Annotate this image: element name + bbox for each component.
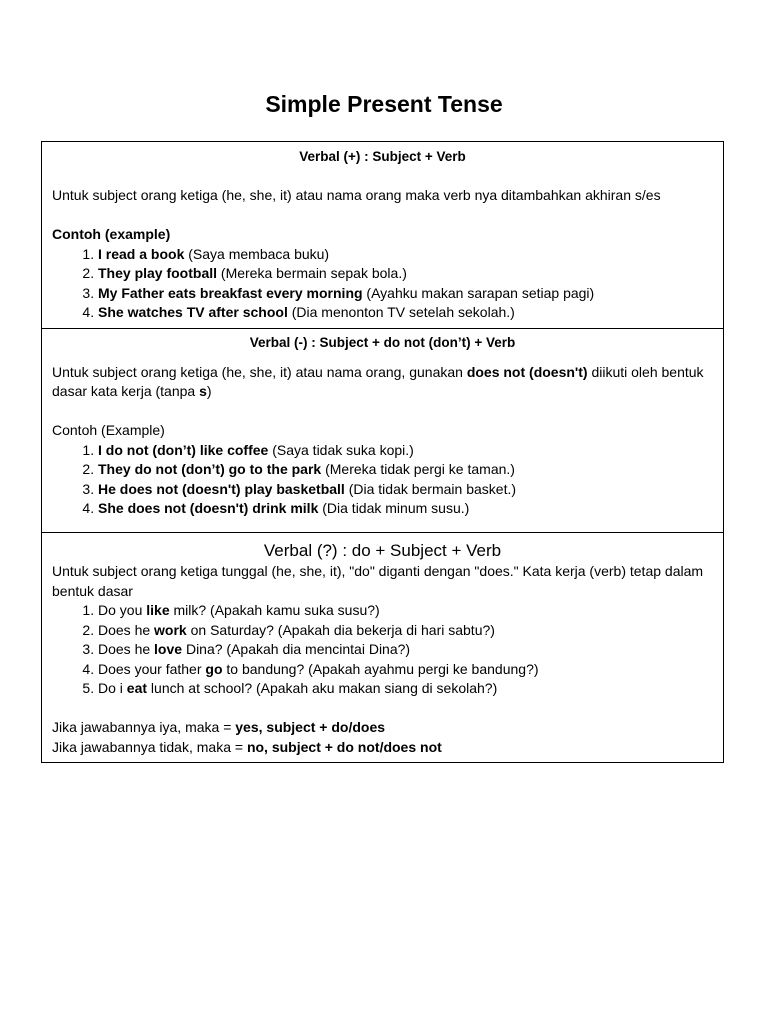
list-item: 2. They do not (don’t) go to the park (Mereka tidak pergi ke taman.) [98,460,713,480]
question-examples-list [52,601,713,699]
positive-examples-list [52,245,713,323]
list-item: 3. Does he love Dina? (Apakah dia mencintai Dina?) [98,640,713,660]
positive-heading: Verbal (+) : Subject + Verb [299,149,466,164]
list-item: 2. They play football (Mereka bermain sepak bola.) [98,264,713,284]
yes-answer-rule: Jika jawabannya iya, maka = yes, subject + do/does [52,719,386,735]
no-answer-rule: Jika jawabannya tidak, maka = no, subject + do not/does not [52,738,442,755]
positive-section [42,142,723,329]
list-item: 1. I read a book (Saya membaca buku) [98,245,713,265]
question-description: Untuk subject orang ketiga tunggal (he, she, it), "do" diganti dengan "does." Kata kerja (verb) tetap dalam bentuk dasar [52,563,704,599]
negative-section [42,329,723,533]
list-item: 4. She watches TV after school (Dia menonton TV setelah sekolah.) [98,303,713,323]
page-title: Simple Present Tense [265,91,503,117]
list-item: 4. She does not (doesn't) drink milk (Dia tidak minum susu.) [98,499,713,519]
list-item: 2. Does he work on Saturday? (Apakah dia bekerja di hari sabtu?) [98,621,713,641]
list-item: 5. Do i eat lunch at school? (Apakah aku makan siang di sekolah?) [98,679,713,699]
list-item: 1. I do not (don’t) like coffee (Saya tidak suka kopi.) [98,441,713,461]
negative-examples-list [52,441,713,519]
question-section [42,533,723,762]
list-item: 4. Does your father go to bandung? (Apakah ayahmu pergi ke bandung?) [98,660,713,680]
list-item: 3. He does not (doesn't) play basketball (Dia tidak bermain basket.) [98,480,713,500]
negative-heading: Verbal (-) : Subject + do not (don’t) + Verb [249,335,516,350]
list-item: 1. Do you like milk? (Apakah kamu suka susu?) [98,601,713,621]
list-item: 3. My Father eats breakfast every morning (Ayahku makan sarapan setiap pagi) [98,284,713,304]
positive-description: Untuk subject orang ketiga (he, she, it) atau nama orang maka verb nya ditambahkan akhiran s/es [52,187,661,203]
question-heading: Verbal (?) : do + Subject + Verb [263,541,502,560]
positive-examples-label: Contoh (example) [52,226,171,242]
tense-table [41,141,724,763]
negative-description: Untuk subject orang ketiga (he, she, it) atau nama orang, gunakan does not (doesn't) diikuti oleh bentuk dasar kata kerja (tanpa s) [52,363,704,399]
negative-examples-label: Contoh (Example) [52,422,165,438]
